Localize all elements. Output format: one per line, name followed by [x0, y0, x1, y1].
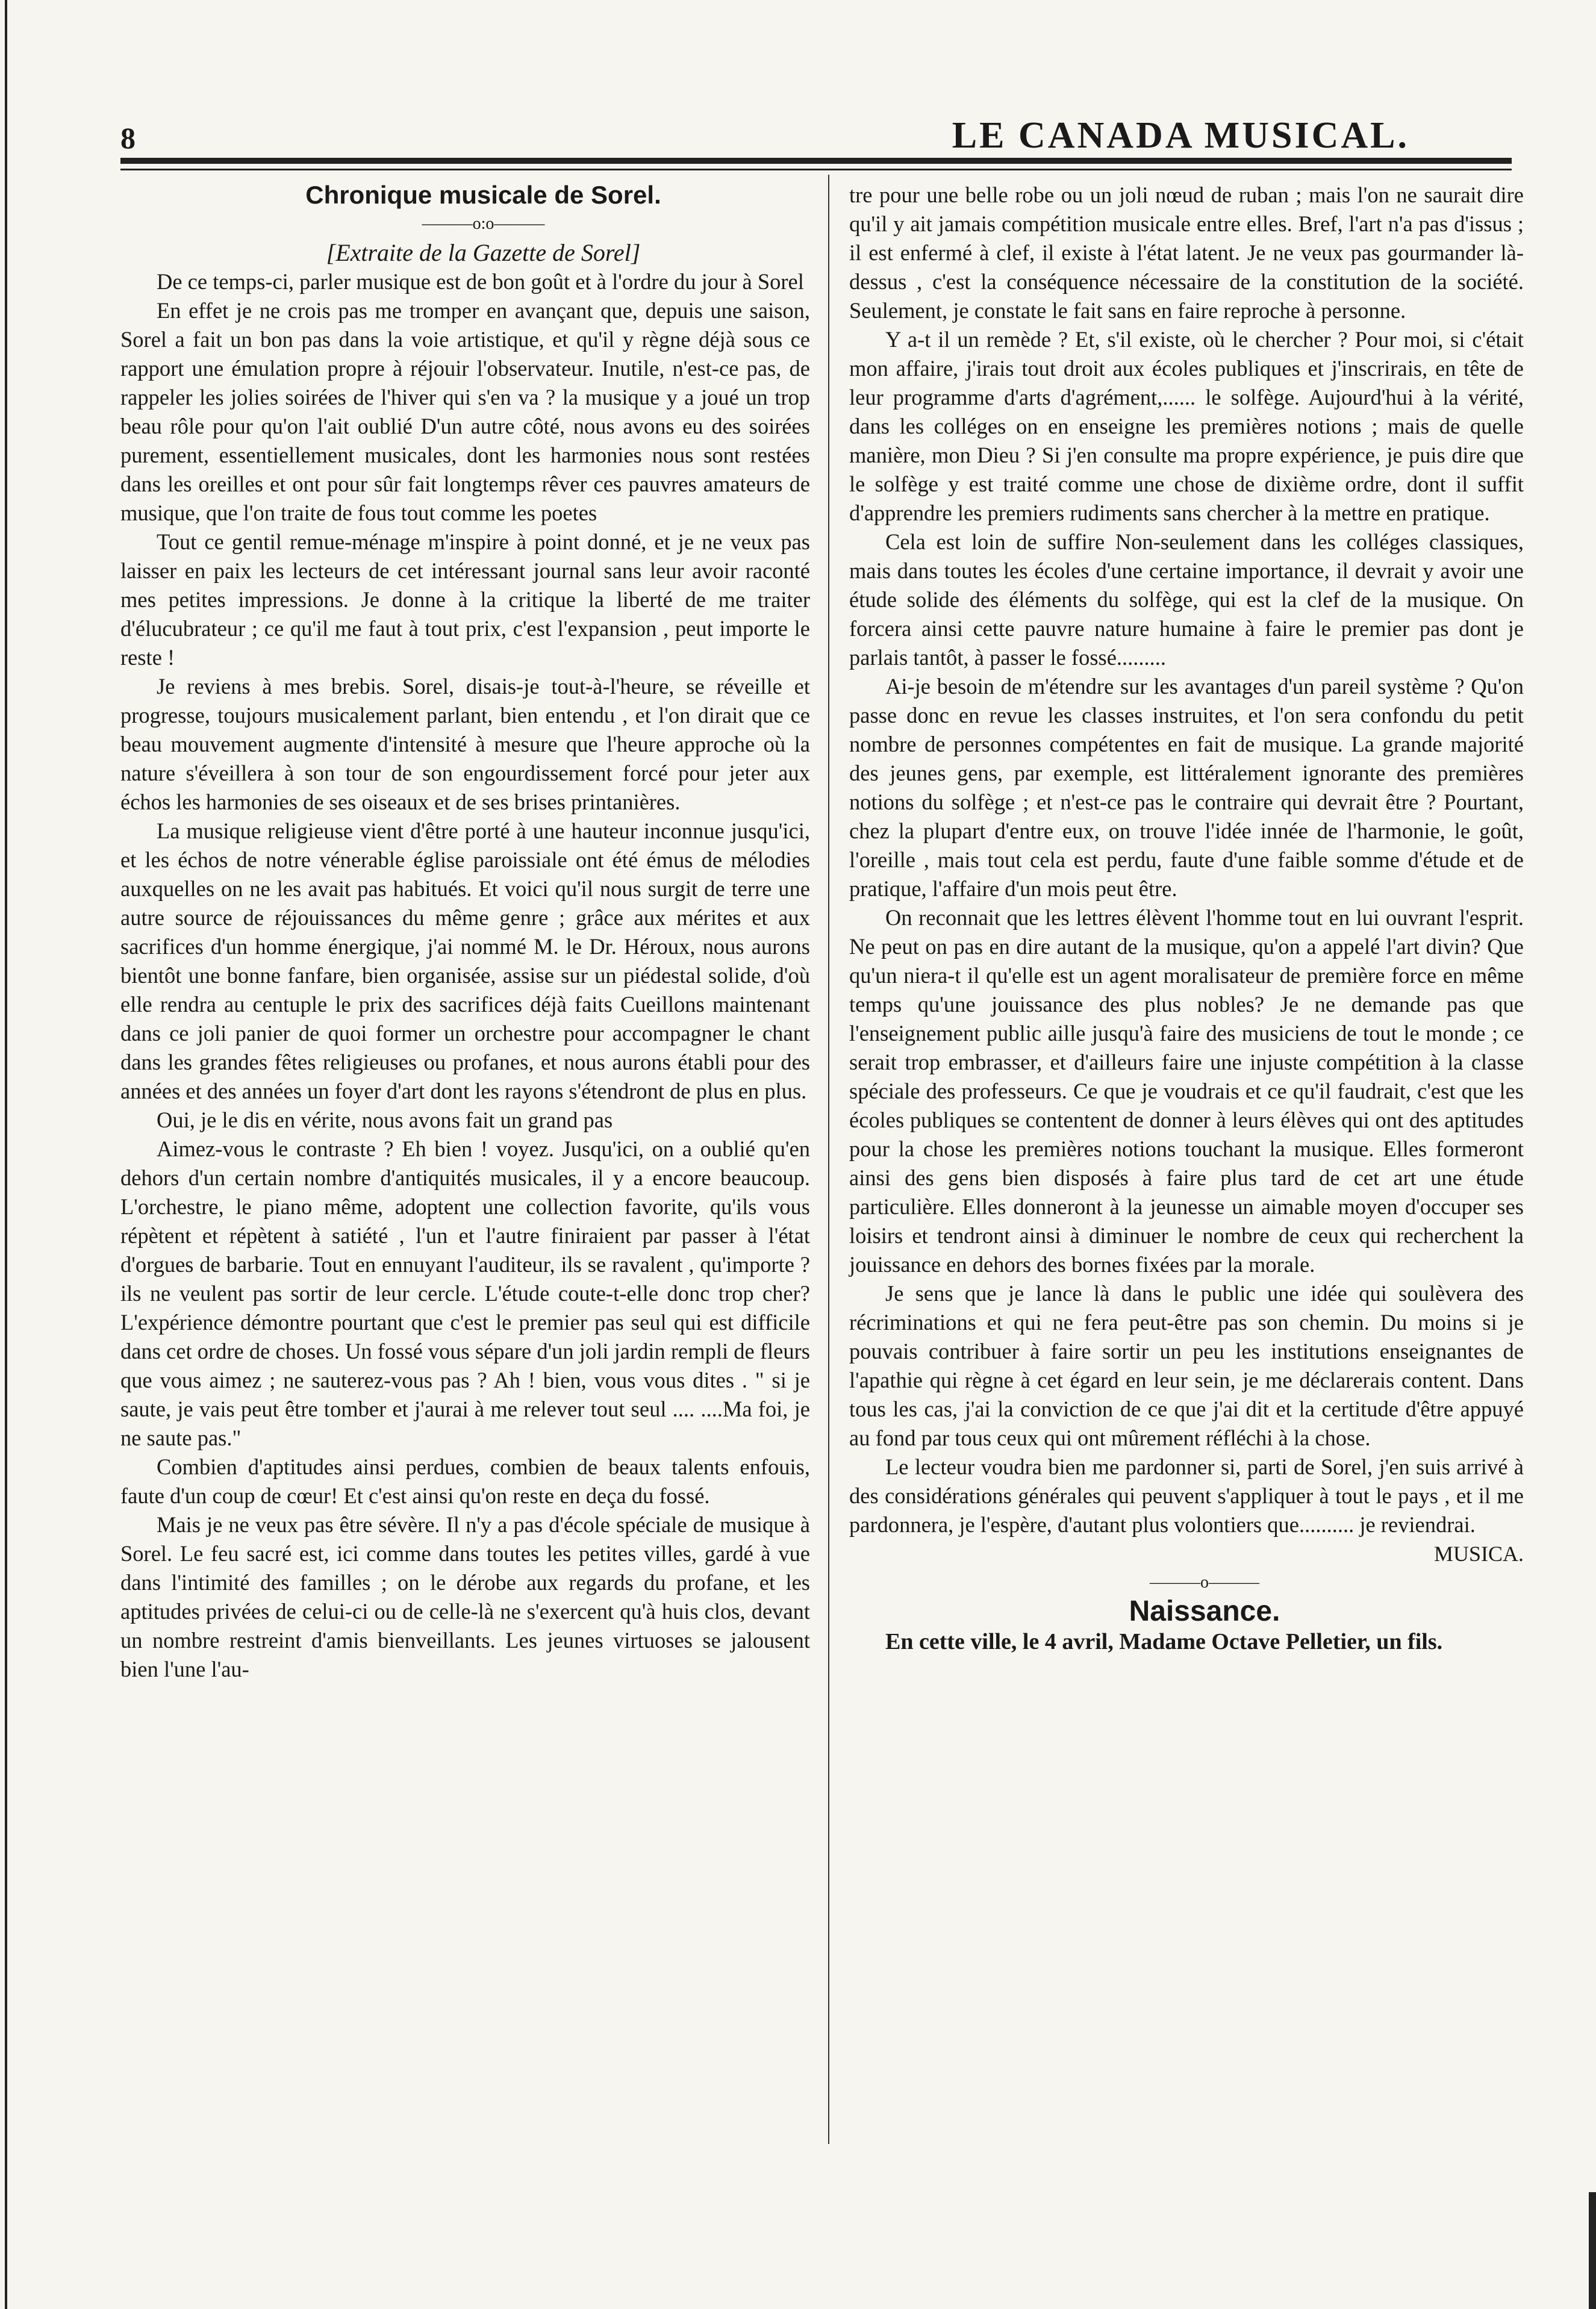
paragraph: La musique religieuse vient d'être porté à une hauteur inconnue jusqu'ici, et les échos de notre vénerable église paroissiale ont été émus de mélodies auxquelles on ne les avait pas habitués. Et voici qu'il nous surgit de terre une autre source de réjouissances du même genre ; grâce aux mérites et aux sacrifices d'un homme énergique, j'ai nommé M. le Dr. Héroux, nous aurons bientôt une bonne fanfare, bien organisée, assise sur un piédestal solide, d'où elle rendra au centuple le prix des sacrifices déjà faits Cueillons maintenant dans ce joli panier de quoi former un orchestre pour accompagner le chant dans les grandes fêtes religieuses ou profanes, et nous aurons établi pour des années et des années un foyer d'art dont les rayons s'étendront de plus en plus.: [120, 818, 810, 1103]
paragraph: En effet je ne crois pas me tromper en avançant que, depuis une saison, Sorel a fait un bon pas dans la voie artistique, et qu'il y règne déjà sous ce rapport une émulation propre à réjouir l'observateur. Inutile, n'est-ce pas, de rappeler les jolies soirées de l'hiver qui s'en va ? la musique y a joué un trop beau rôle pour qu'on l'ait oublié D'un autre côté, nous avons eu des soirées purement, essentiellement musicales, dont les harmonies nous sont restées dans les oreilles et ont pour sûr fait longtemps rêver ces pauvres amateurs de musique, que l'on traite de fous tout comme les poetes: [120, 298, 810, 525]
paragraph: tre pour une belle robe ou un joli nœud de ruban ; mais l'on ne saurait dire qu'il y ait jamais compétition musicale entre elles. Bref, l'art n'a pas d'issus ; il est enfermé à clef, il existe à l'état latent. Je ne veux pas gourmander là-dessus , c'est la conséquence nécessaire de la constitution de la société. Seulement, je constate le fait sans en faire reproche à personne.: [849, 182, 1524, 323]
paragraph: Oui, je le dis en vérite, nous avons fait un grand pas: [157, 1108, 613, 1132]
paragraph: Aimez-vous le contraste ? Eh bien ! voyez. Jusqu'ici, on a oublié qu'en dehors d'un certain nombre d'antiquités musicales, il y a encore beaucoup. L'orchestre, le piano même, adoptent une collection favorite, qu'ils vous répètent et répètent à satiété , l'un et l'autre finiraient par passer à l'état d'orgues de barbarie. Tout en ennuyant l'auditeur, ils se ravalent , qu'importe ? ils ne veulent pas sortir de leur cercle. L'étude coute-t-elle donc trop cher? L'expérience démontre pourtant que c'est le premier pas seul qui est difficile dans cet ordre de choses. Un fossé vous sépare d'un joli jardin rempli de fleurs que vous aimez ; ne sauterez-vous pas ? Ah ! bien, vous vous dites . " si je saute, je vais peut être tomber et j'aurai à me relever tout seul .... ....Ma foi, je ne saute pas.": [120, 1136, 810, 1450]
paragraph: Combien d'aptitudes ainsi perdues, combien de beaux talents enfouis, faute d'un coup de cœur! Et c'est ainsi qu'on reste en deça du fossé.: [120, 1454, 810, 1508]
article-title: Chronique musicale de Sorel.: [305, 181, 661, 209]
paragraph: Le lecteur voudra bien me pardonner si, parti de Sorel, j'en suis arrivé à des considérations générales qui peuvent s'appliquer à tout le pays , et il me pardonnera, je l'espère, d'autant plus volontiers que.......... je reviendrai.: [849, 1454, 1524, 1537]
right-column: [849, 181, 1524, 1657]
page-edge-mark: [1589, 2192, 1596, 2309]
paragraph: Ai-je besoin de m'étendre sur les avantages d'un pareil système ? Qu'on passe donc en revue les classes instruites, et l'on sera confondu du petit nombre de personnes compétentes en fait de musique. La grande majorité des jeunes gens, par exemple, est littéralement ignorante des premières notions du solfège ; et n'est-ce pas le contraire qui devrait être ? Pourtant, chez la plupart d'entre eux, on trouve l'idée innée de l'harmonie, le goût, l'oreille , mais tout cela est perdu, faute d'une faible somme d'étude et de pratique, l'affaire d'un mois peut être.: [849, 674, 1524, 901]
left-column: [120, 181, 810, 1684]
paragraph: Je sens que je lance là dans le public une idée qui soulèvera des récriminations et qui ne fera peut-être pas son chemin. Du moins si je pouvais contribuer à faire sortir un peu les institutions enseignantes de l'apathie qui règne à cet égard en leur sein, je me déclarerais content. Dans tous les cas, j'ai la conviction de ce que j'ai dit et la certitude d'être appuyé au fond par tous ceux qui ont mûrement réfléchi à la chose.: [849, 1281, 1524, 1450]
header-rule-thin: [120, 169, 1512, 170]
naissance-title: Naissance.: [1129, 1595, 1280, 1627]
naissance-notice: En cette ville, le 4 avril, Madame Octave Pelletier, un fils.: [885, 1629, 1443, 1654]
page-edge-rule: [5, 0, 7, 2309]
title-ornament: ———o:o———: [422, 214, 545, 233]
naissance-ornament: ———o———: [1150, 1573, 1259, 1592]
article-source: [Extraite de la Gazette de Sorel]: [326, 239, 641, 266]
page-header: [120, 114, 1524, 157]
paragraph: Tout ce gentil remue-ménage m'inspire à point donné, et je ne veux pas laisser en paix les lecteurs de cet intéressant journal sans leur avoir raconté mes petites impressions. Je donne à la critique la liberté de me traiter d'élucubrateur ; ce qu'il me faut à tout prix, c'est l'expansion , peut importe le reste !: [120, 529, 810, 670]
journal-title: LE CANADA MUSICAL.: [952, 115, 1409, 156]
paragraph: Y a-t il un remède ? Et, s'il existe, où le chercher ? Pour moi, si c'était mon affaire, j'irais tout droit aux écoles publiques et j'inscrirais, en tête de leur programme d'arts d'agrément,...... le solfège. Aujourd'hui à la vérité, dans les colléges on en enseigne les premières notions ; mais de quelle manière, mon Dieu ? Si j'en consulte ma propre expérience, je puis dire que le solfège y est traité comme une chose de dixième ordre, dont il suffit d'apprendre les premiers rudiments sans chercher à la mettre en pratique.: [849, 327, 1524, 525]
header-rule-thick: [120, 158, 1512, 164]
paragraph: Mais je ne veux pas être sévère. Il n'y a pas d'école spéciale de musique à Sorel. Le feu sacré est, ici comme dans toutes les petites villes, gardé à vue dans l'intimité des familles ; on le dérobe aux regards du profane, et les aptitudes privées de celui-ci ou de celle-là ne s'exercent qu'à huis clos, devant un nombre restreint d'amis bienveillants. Les jeunes virtuoses se jalousent bien l'une l'au-: [120, 1512, 810, 1681]
paragraph: On reconnait que les lettres élèvent l'homme tout en lui ouvrant l'esprit. Ne peut on pas en dire autant de la musique, qu'on a appelé l'art divin? Que qu'un niera-t il qu'elle est un agent moralisateur de première force en même temps qu'une jouissance des plus nobles? Je ne demande pas que l'enseignement public aille jusqu'à faire des musiciens de tout le monde ; ce serait trop embrasser, et d'ailleurs faire une injuste compétition à la classe spéciale des professeurs. Ce que je voudrais et ce qu'il faudrait, c'est que les écoles publiques se contentent de donner à leurs élèves qui ont des aptitudes pour la chose les premières notions touchant la musique. Elles formeront ainsi des gens bien disposés à faire plus tard de cet art une étude particulière. Elles donneront à la jeunesse un aimable moyen d'occuper ses loisirs et tendront ainsi à diminuer le nombre de ceux qui recherchent la jouissance en dehors des bornes fixées par la morale.: [849, 905, 1524, 1277]
paragraph: De ce temps-ci, parler musique est de bon goût et à l'ordre du jour à Sorel: [157, 269, 804, 294]
signature: MUSICA.: [1433, 1542, 1524, 1566]
column-divider: [828, 175, 829, 2144]
paragraph: Cela est loin de suffire Non-seulement dans les colléges classiques, mais dans toutes les écoles d'une certaine importance, il devrait y avoir une étude solide des éléments du solfège, qui est la clef de la musique. On forcera ainsi cette pauvre nature humaine à faire le premier pas dont je parlais tantôt, à passer le fossé.........: [849, 529, 1524, 670]
page-number: 8: [120, 121, 136, 155]
paragraph: Je reviens à mes brebis. Sorel, disais-je tout-à-l'heure, se réveille et progresse, toujours musicalement parlant, bien entendu , et l'on dirait que ce beau mouvement augmente d'intensité à mesure que l'heure approche où la nature s'éveillera à son tour de son engourdissement forcé pour jeter aux échos les harmonies de ses oiseaux et de ses brises printanières.: [120, 674, 810, 814]
